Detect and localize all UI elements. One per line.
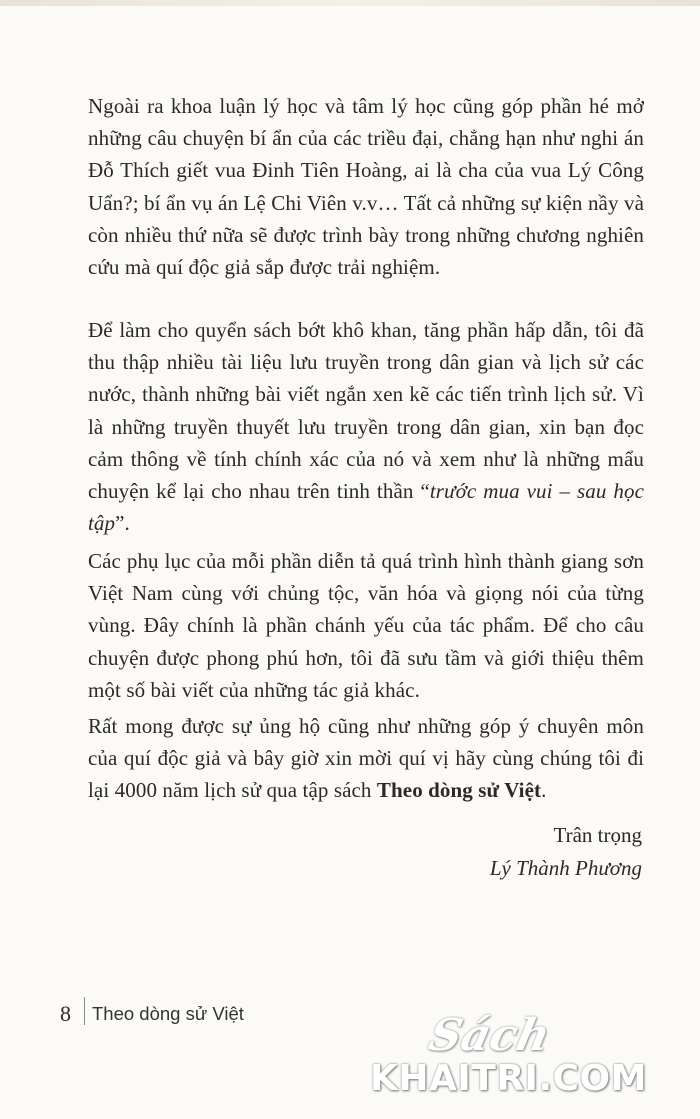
- watermark-script-text: Sách: [424, 1010, 555, 1061]
- paragraph-2-text: Để làm cho quyển sách bớt khô khan, tăng phần hấp dẫn, tôi đã thu thập nhiều tài liệu lưu truyền trong dân gian và lịch sử các nước, thành những bài viết ngắn xen kẽ các tiến trình lịch sử. Vì là những truyền thuyết lưu truyền trong dân gian, xin bạn đọc cảm thông về tính chính xác của nó và xem như là những mẩu chuyện kể lại cho nhau trên tinh thần “: [88, 318, 644, 504]
- paragraph-2-end: ”.: [115, 511, 130, 536]
- running-head: Theo dòng sử Việt: [92, 1003, 244, 1024]
- paragraph-4-text: Rất mong được sự ủng hộ cũng như những góp ý chuyên môn của quí độc giả và bây giờ xin mời quí vị hãy cùng chúng tôi đi lại 4000 năm lịch sử qua tập sách: [88, 714, 644, 803]
- paragraph-4: [88, 710, 644, 807]
- paragraph-1-text: Ngoài ra khoa luận lý học và tâm lý học cũng góp phần hé mở những câu chuyện bí ẩn của các triều đại, chẳng hạn như nghi án Đỗ Thích giết vua Đinh Tiên Hoàng, ai là cha của vua Lý Công Uẩn?; bí ẩn vụ án Lệ Chi Viên v.v… Tất cả những sự kiện nầy và còn nhiều thứ nữa sẽ được trình bày trong những chương nghiên cứu mà quí độc giả sắp được trải nghiệm.: [88, 94, 644, 280]
- paragraph-3: [88, 545, 644, 706]
- paragraph-4-end: .: [541, 778, 547, 803]
- paragraph-3-text: Các phụ lục của mỗi phần diễn tả quá trình hình thành giang sơn Việt Nam cùng với chủng tộc, văn hóa và giọng nói của từng vùng. Đây chính là phần chánh yếu của tác phẩm. Để cho câu chuyện được phong phú hơn, tôi đã sưu tầm và giới thiệu thêm một số bài viết của những tác giả khác.: [88, 549, 644, 702]
- page-number: 8: [60, 1001, 71, 1026]
- footer-divider: [84, 997, 85, 1025]
- watermark-logo: [370, 1010, 690, 1110]
- closing-line: Trân trọng: [553, 823, 642, 847]
- paragraph-2: [88, 314, 644, 539]
- paragraph-2-italic-quote: trước mua vui – sau học tập: [88, 479, 644, 536]
- book-title-bold: Theo dòng sử Việt: [376, 778, 542, 803]
- paragraph-1: [88, 90, 644, 283]
- author-name: Lý Thành Phương: [489, 856, 642, 880]
- watermark-brand-text: KHAITRI.COM: [370, 1058, 647, 1099]
